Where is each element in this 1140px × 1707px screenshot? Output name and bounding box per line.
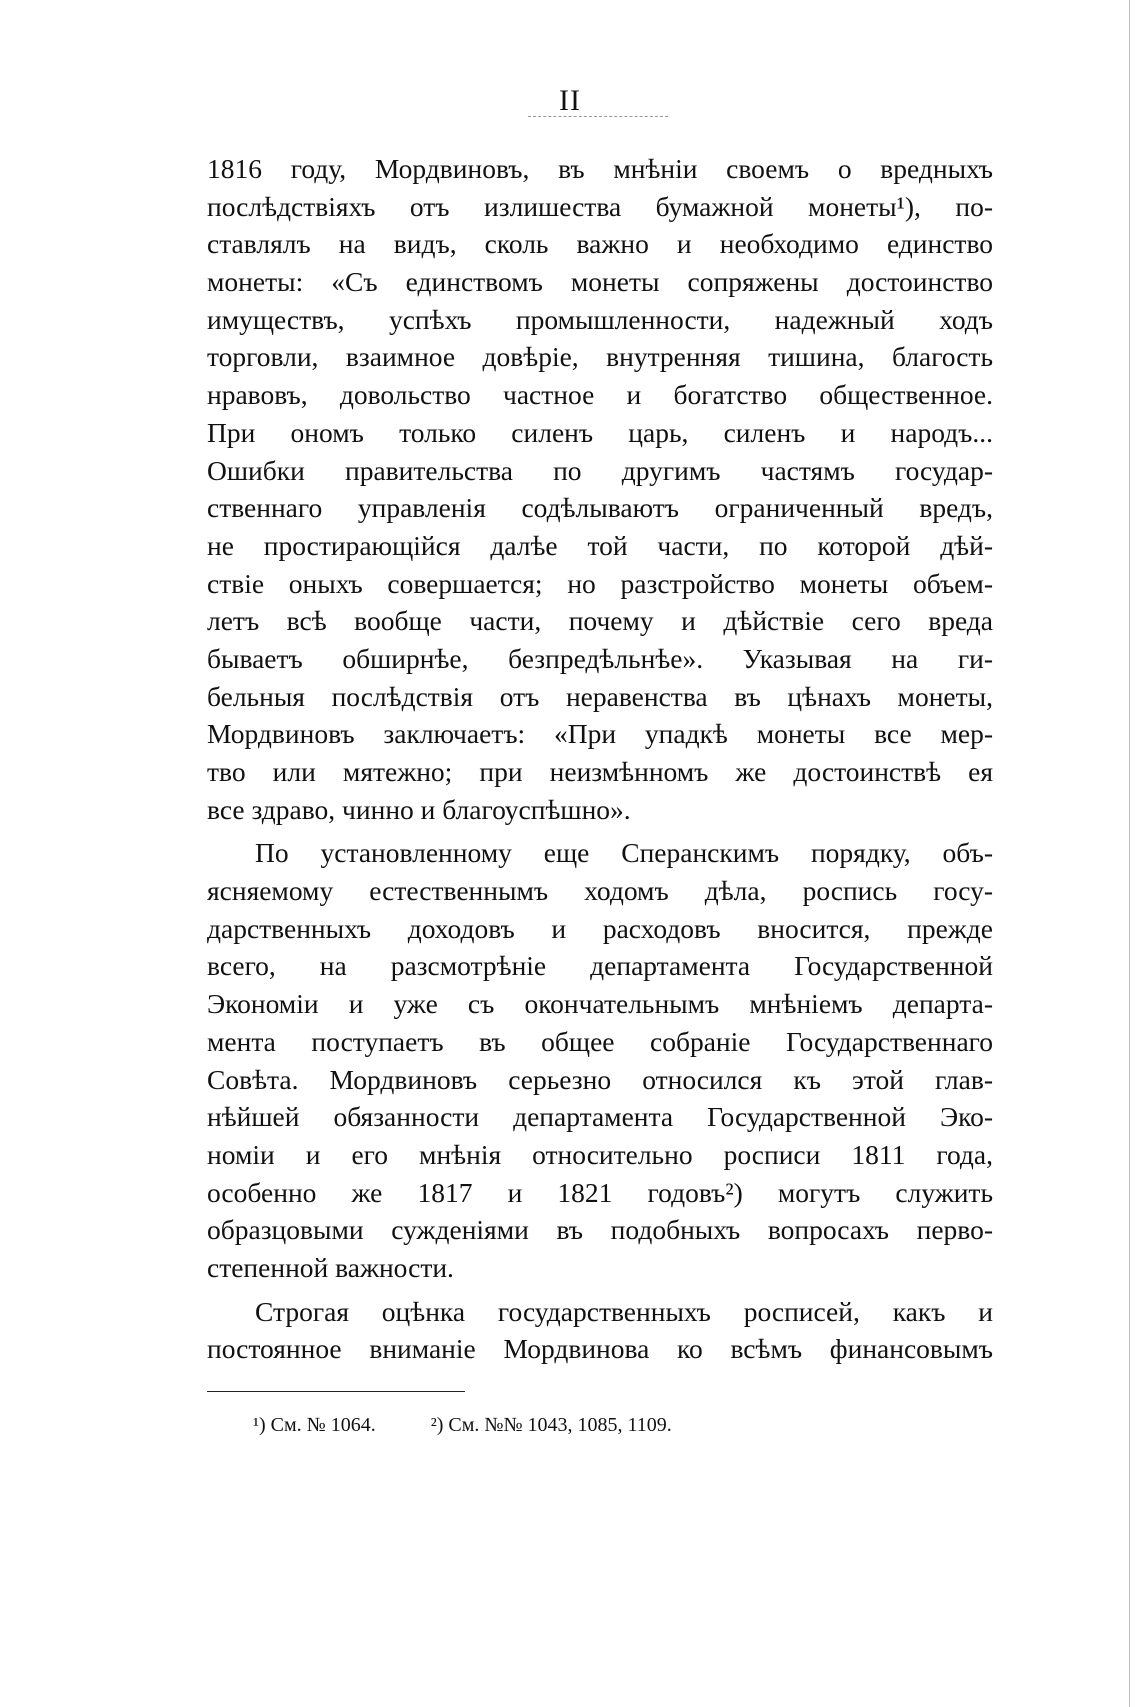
paragraph <box>207 834 993 1286</box>
text-line: ставлялъ на видъ, сколь важно и необходимо единство <box>207 228 993 260</box>
page-number: II <box>559 84 581 117</box>
text-line: особенно же 1817 и 1821 годовъ²) могутъ служить <box>207 1176 993 1208</box>
text-line: монеты: «Съ единствомъ монеты сопряжены достоинство <box>207 266 993 298</box>
text-line: образцовыми сужденіями въ подобныхъ вопросахъ перво- <box>207 1214 993 1246</box>
text-line: бельныя послѣдствія отъ неравенства въ цѣнахъ монеты, <box>207 680 993 712</box>
text-line: все здраво, чинно и благоуспѣшно». <box>207 793 631 825</box>
text-line: не простирающійся далѣе той части, по которой дѣй- <box>207 529 993 561</box>
text-line: 1816 году, Мордвиновъ, въ мнѣніи своемъ о вредныхъ <box>207 153 993 184</box>
footnote-1: ¹) См. № 1064. <box>253 1414 376 1436</box>
text-line: номіи и его мнѣнія относительно росписи 1811 года, <box>207 1138 993 1170</box>
text-line: постоянное вниманіе Мордвинова ко всѣмъ финансовымъ <box>207 1333 993 1365</box>
text-line: мента поступаетъ въ общее собраніе Государственнаго <box>207 1025 993 1057</box>
footnote-2: ²) См. №№ 1043, 1085, 1109. <box>430 1414 672 1436</box>
text-line: всего, на разсмотрѣніе департамента Государственной <box>207 950 993 982</box>
body-text <box>207 150 993 1368</box>
text-line: Ошибки правительства по другимъ частямъ государ- <box>207 454 993 486</box>
footnote-rule <box>207 1391 465 1392</box>
text-line: ясняемому естественнымъ ходомъ дѣла, роспись госу- <box>207 875 993 907</box>
page-edge-line <box>1129 0 1130 1707</box>
text-line: тво или мятежно; при неизмѣнномъ же достоинствѣ ея <box>207 756 993 787</box>
text-line: Строгая оцѣнка государственныхъ росписей, какъ и <box>255 1295 993 1327</box>
text-line: летъ всѣ вообще части, почему и дѣйствіе сего вреда <box>207 605 993 637</box>
text-line: По установленному еще Сперанскимъ порядку, объ- <box>255 837 993 869</box>
text-line: При ономъ только силенъ царь, силенъ и народъ... <box>207 416 993 448</box>
paragraph <box>207 1293 993 1368</box>
footnotes <box>253 1414 672 1437</box>
text-line: послѣдствіяхъ отъ излишества бумажной монеты¹), по- <box>207 190 993 222</box>
text-line: ственнаго управленія содѣлываютъ ограниченный вредъ, <box>207 492 993 524</box>
text-line: Мордвиновъ заключаетъ: «При упадкѣ монеты все мер- <box>207 718 993 750</box>
text-line: степенной важности. <box>207 1251 454 1283</box>
text-line: дарственныхъ доходовъ и расходовъ вносится, прежде <box>207 912 993 944</box>
text-line: торговли, взаимное довѣріе, внутренняя тишина, благость <box>207 341 993 373</box>
text-line: Экономіи и уже съ окончательнымъ мнѣніемъ департа- <box>207 988 993 1020</box>
text-line: ствіе оныхъ совершается; но разстройство монеты объем- <box>207 567 993 599</box>
header-rule <box>528 116 668 117</box>
text-line: Совѣта. Мордвиновъ серьезно относился къ этой глав- <box>207 1063 993 1095</box>
paragraph <box>207 150 993 828</box>
text-line: бываетъ обширнѣе, безпредѣльнѣе». Указывая на ги- <box>207 642 993 674</box>
text-line: нравовъ, довольство частное и богатство общественное. <box>207 379 993 411</box>
text-line: имуществъ, успѣхъ промышленности, надежный ходъ <box>207 303 993 335</box>
text-line: нѣйшей обязанности департамента Государственной Эко- <box>207 1101 993 1133</box>
